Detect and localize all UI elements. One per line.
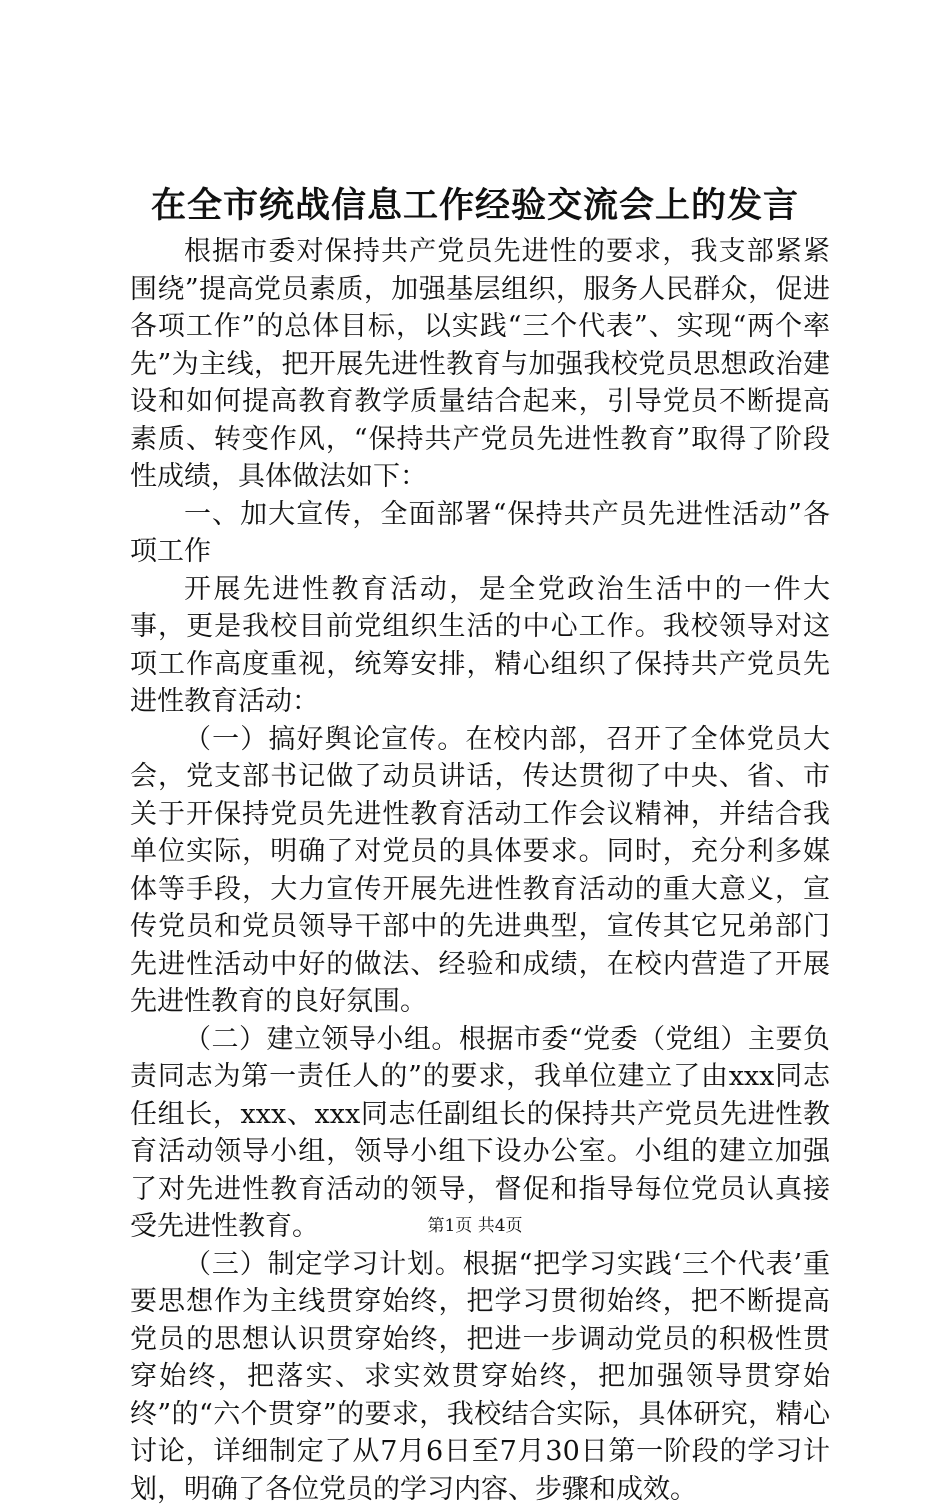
paragraph-section-1: 开展先进性教育活动，是全党政治生活中的一件大事，更是我校目前党组织生活的中心工作。我校领导对这项工作高度重视，统筹安排，精心组织了保持共产党员先进性教育活动： [130, 571, 830, 721]
paragraph-item-3: （三）制定学习计划。根据“把学习实践‘三个代表’重要思想作为主线贯穿始终，把学习贯彻始终，把不断提高党员的思想认识贯穿始终，把进一步调动党员的积极性贯穿始终，把落实、求实效贯穿始终，把加强领导贯穿始终”的“六个贯穿”的要求，我校结合实际，具体研究，精心讨论，详细制定了从7月6日至7月30日第一阶段的学习计划，明确了各位党员的学习内容、步骤和成效。 [130, 1246, 830, 1508]
section-heading-1: 一、加大宣传，全面部署“保持共产员先进性活动”各项工作 [130, 496, 830, 571]
page-number-footer: 第1页 共4页 [0, 1215, 950, 1237]
document-body [130, 233, 830, 1508]
paragraph-item-1: （一）搞好舆论宣传。在校内部，召开了全体党员大会，党支部书记做了动员讲话，传达贯彻了中央、省、市关于开保持党员先进性教育活动工作会议精神，并结合我单位实际，明确了对党员的具体要求。同时，充分利多媒体等手段，大力宣传开展先进性教育活动的重大意义，宣传党员和党员领导干部中的先进典型，宣传其它兄弟部门先进性活动中好的做法、经验和成绩，在校内营造了开展先进性教育的良好氛围。 [130, 721, 830, 1021]
document-title: 在全市统战信息工作经验交流会上的发言 [0, 183, 950, 229]
paragraph-intro: 根据市委对保持共产党员先进性的要求，我支部紧紧围绕”提高党员素质，加强基层组织，服务人民群众，促进各项工作”的总体目标，以实践“三个代表”、实现“两个率先”为主线，把开展先进性教育与加强我校党员思想政治建设和如何提高教育教学质量结合起来，引导党员不断提高素质、转变作风，“保持共产党员先进性教育”取得了阶段性成绩，具体做法如下： [130, 233, 830, 496]
paragraph-item-2: （二）建立领导小组。根据市委“党委（党组）主要负责同志为第一责任人的”的要求，我单位建立了由xxx同志任组长，xxx、xxx同志任副组长的保持共产党员先进性教育活动领导小组，领导小组下设办公室。小组的建立加强了对先进性教育活动的领导，督促和指导每位党员认真接受先进性教育。 [130, 1021, 830, 1246]
